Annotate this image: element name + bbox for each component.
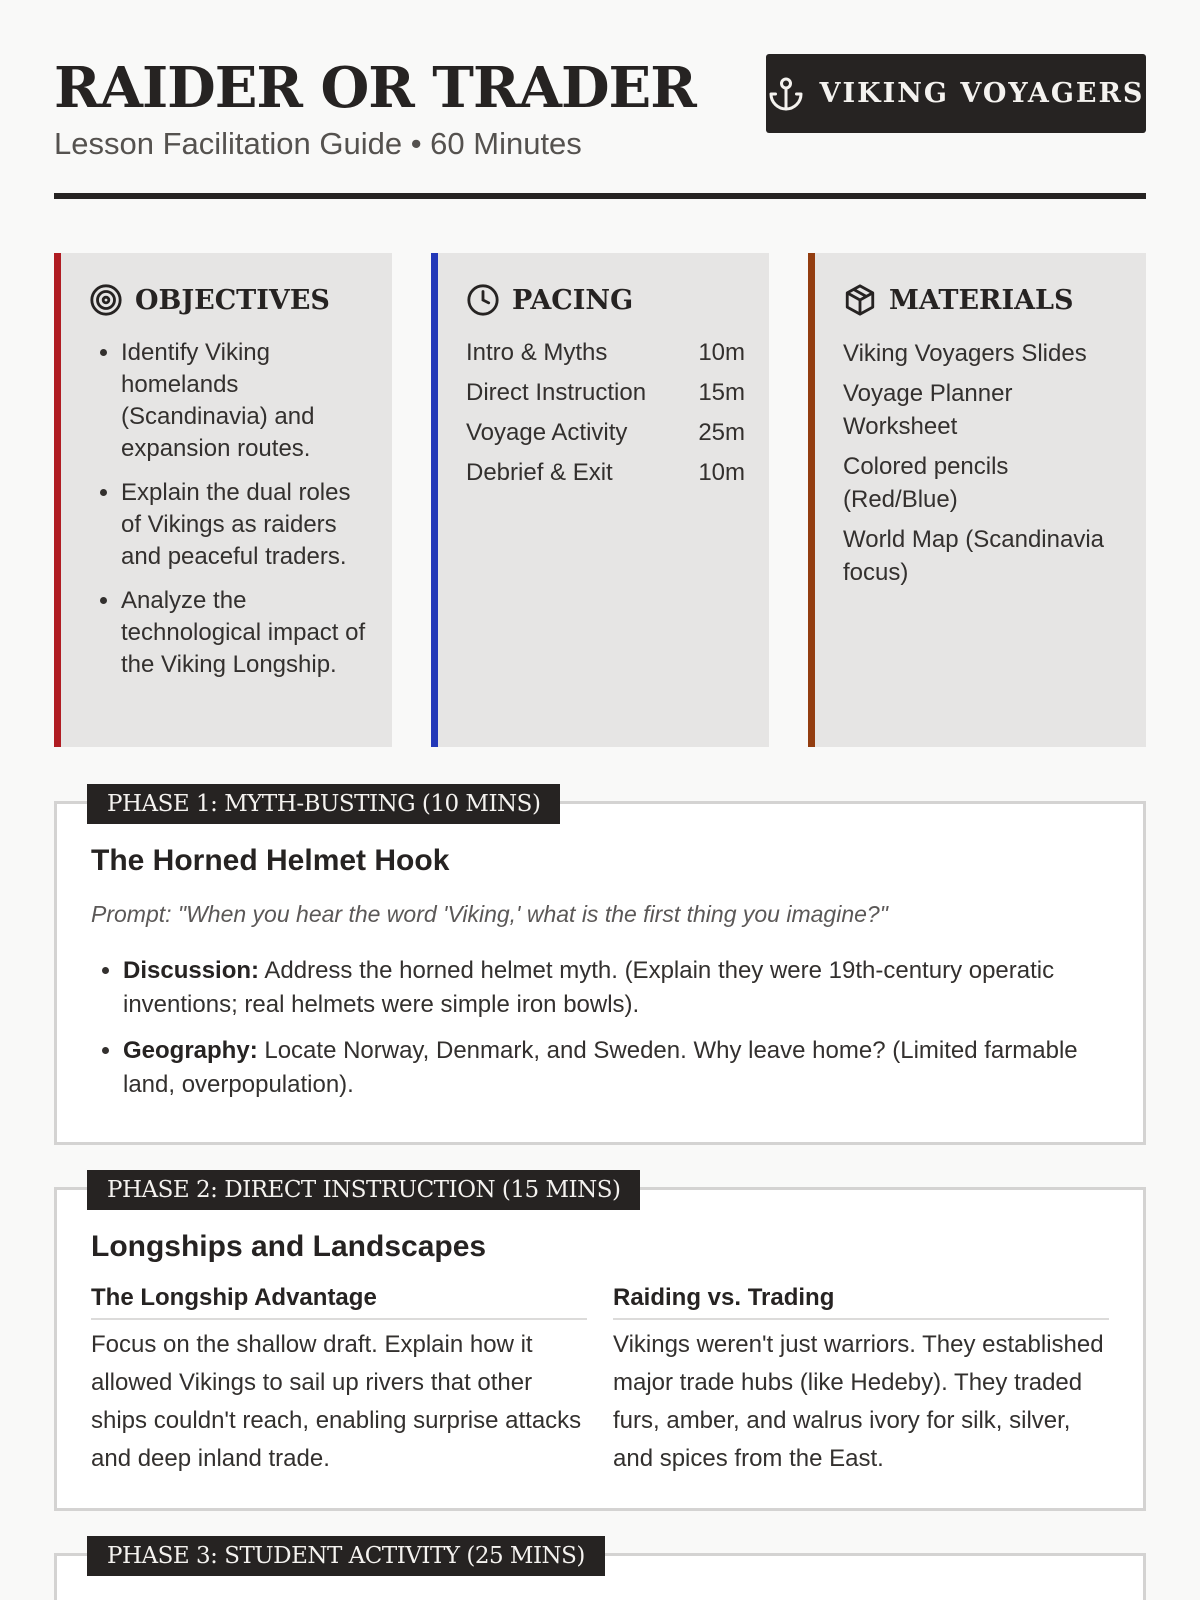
phase-3-section: [54, 1543, 1146, 1600]
item-label: Discussion:: [123, 957, 260, 984]
material-item: World Map (Scandinavia focus): [843, 526, 1105, 586]
box-icon: [843, 283, 877, 317]
pacing-card: [431, 253, 769, 747]
material-item: Voyage Planner Worksheet: [843, 380, 1013, 440]
pacing-time: 25m: [698, 419, 745, 446]
pacing-label: Voyage Activity: [466, 419, 628, 446]
overview-cards: [54, 253, 1146, 747]
brand-badge: [766, 54, 1146, 133]
materials-title: MATERIALS: [889, 284, 1074, 316]
objectives-card: [54, 253, 392, 747]
phase-2-heading: Longships and Landscapes: [91, 1230, 487, 1263]
pacing-row: [466, 337, 745, 369]
materials-card: [808, 253, 1146, 747]
phase-2-tag: PHASE 2: DIRECT INSTRUCTION (15 MINS): [87, 1170, 640, 1210]
item-text: Locate Norway, Denmark, and Sweden. Why leave home? (Limited farmable land, overpopulation).: [123, 1037, 1078, 1098]
phase-1-prompt: Prompt: "When you hear the word 'Viking,' what is the first thing you imagine?": [91, 901, 888, 927]
item-label: Geography:: [123, 1037, 258, 1064]
phase-2-columns: [91, 1284, 1109, 1478]
column-title: The Longship Advantage: [91, 1284, 587, 1320]
column-title: Raiding vs. Trading: [613, 1284, 1109, 1320]
clock-icon: [466, 283, 500, 317]
column-body: Vikings weren't just warriors. They established major trade hubs (like Hedeby). They traded furs, amber, and walrus ivory for silk, silver, and spices from the East.: [613, 1331, 1104, 1472]
pacing-header: [466, 283, 745, 317]
page-title: RAIDER OR TRADER: [54, 55, 696, 121]
objective-item: • Analyze the technological impact of the Viking Longship.: [121, 585, 368, 681]
brand-label: VIKING VOYAGERS: [819, 78, 1145, 109]
materials-header: [843, 283, 1122, 317]
header: [54, 0, 1146, 200]
list-item: [123, 954, 1109, 1022]
phase-1-heading: The Horned Helmet Hook: [91, 844, 450, 877]
phase-1-section: [54, 791, 1146, 1145]
phase-3-tag: PHASE 3: STUDENT ACTIVITY (25 MINS): [87, 1536, 605, 1576]
pacing-title: PACING: [512, 284, 634, 316]
raiding-trading-column: [613, 1284, 1109, 1478]
page-subtitle: Lesson Facilitation Guide • 60 Minutes: [54, 126, 582, 161]
pacing-time: 15m: [698, 379, 745, 406]
objective-item: • Identify Viking homelands (Scandinavia) and expansion routes.: [121, 337, 368, 465]
column-body: Focus on the shallow draft. Explain how it allowed Vikings to sail up rivers that other ships couldn't reach, enabling surprise attacks and deep inland trade.: [91, 1331, 582, 1472]
material-item: Colored pencils (Red/Blue): [843, 453, 1009, 513]
pacing-label: Intro & Myths: [466, 339, 608, 366]
pacing-row: [466, 457, 745, 489]
objectives-header: [89, 283, 368, 317]
objective-item: • Explain the dual roles of Vikings as raiders and peaceful traders.: [121, 477, 368, 573]
phase-1-list: [91, 954, 1109, 1102]
item-text: Address the horned helmet myth. (Explain they were 19th-century operatic inventions; real helmets were simple iron bowls).: [123, 957, 1055, 1018]
target-icon: [89, 283, 123, 317]
pacing-time: 10m: [698, 459, 745, 486]
material-item: Viking Voyagers Slides: [843, 340, 1087, 367]
pacing-label: Direct Instruction: [466, 379, 647, 406]
anchor-icon: [768, 76, 804, 112]
longship-column: [91, 1284, 587, 1478]
phase-2-section: [54, 1177, 1146, 1511]
materials-list: [843, 337, 1122, 589]
list-item: [123, 1034, 1109, 1102]
pacing-label: Debrief & Exit: [466, 459, 613, 486]
pacing-time: 10m: [698, 339, 745, 366]
header-divider: [54, 193, 1146, 199]
objectives-list: [89, 337, 368, 681]
pacing-row: [466, 417, 745, 449]
pacing-row: [466, 377, 745, 409]
objectives-title: OBJECTIVES: [135, 284, 330, 316]
phase-1-tag: PHASE 1: MYTH-BUSTING (10 MINS): [87, 784, 560, 824]
